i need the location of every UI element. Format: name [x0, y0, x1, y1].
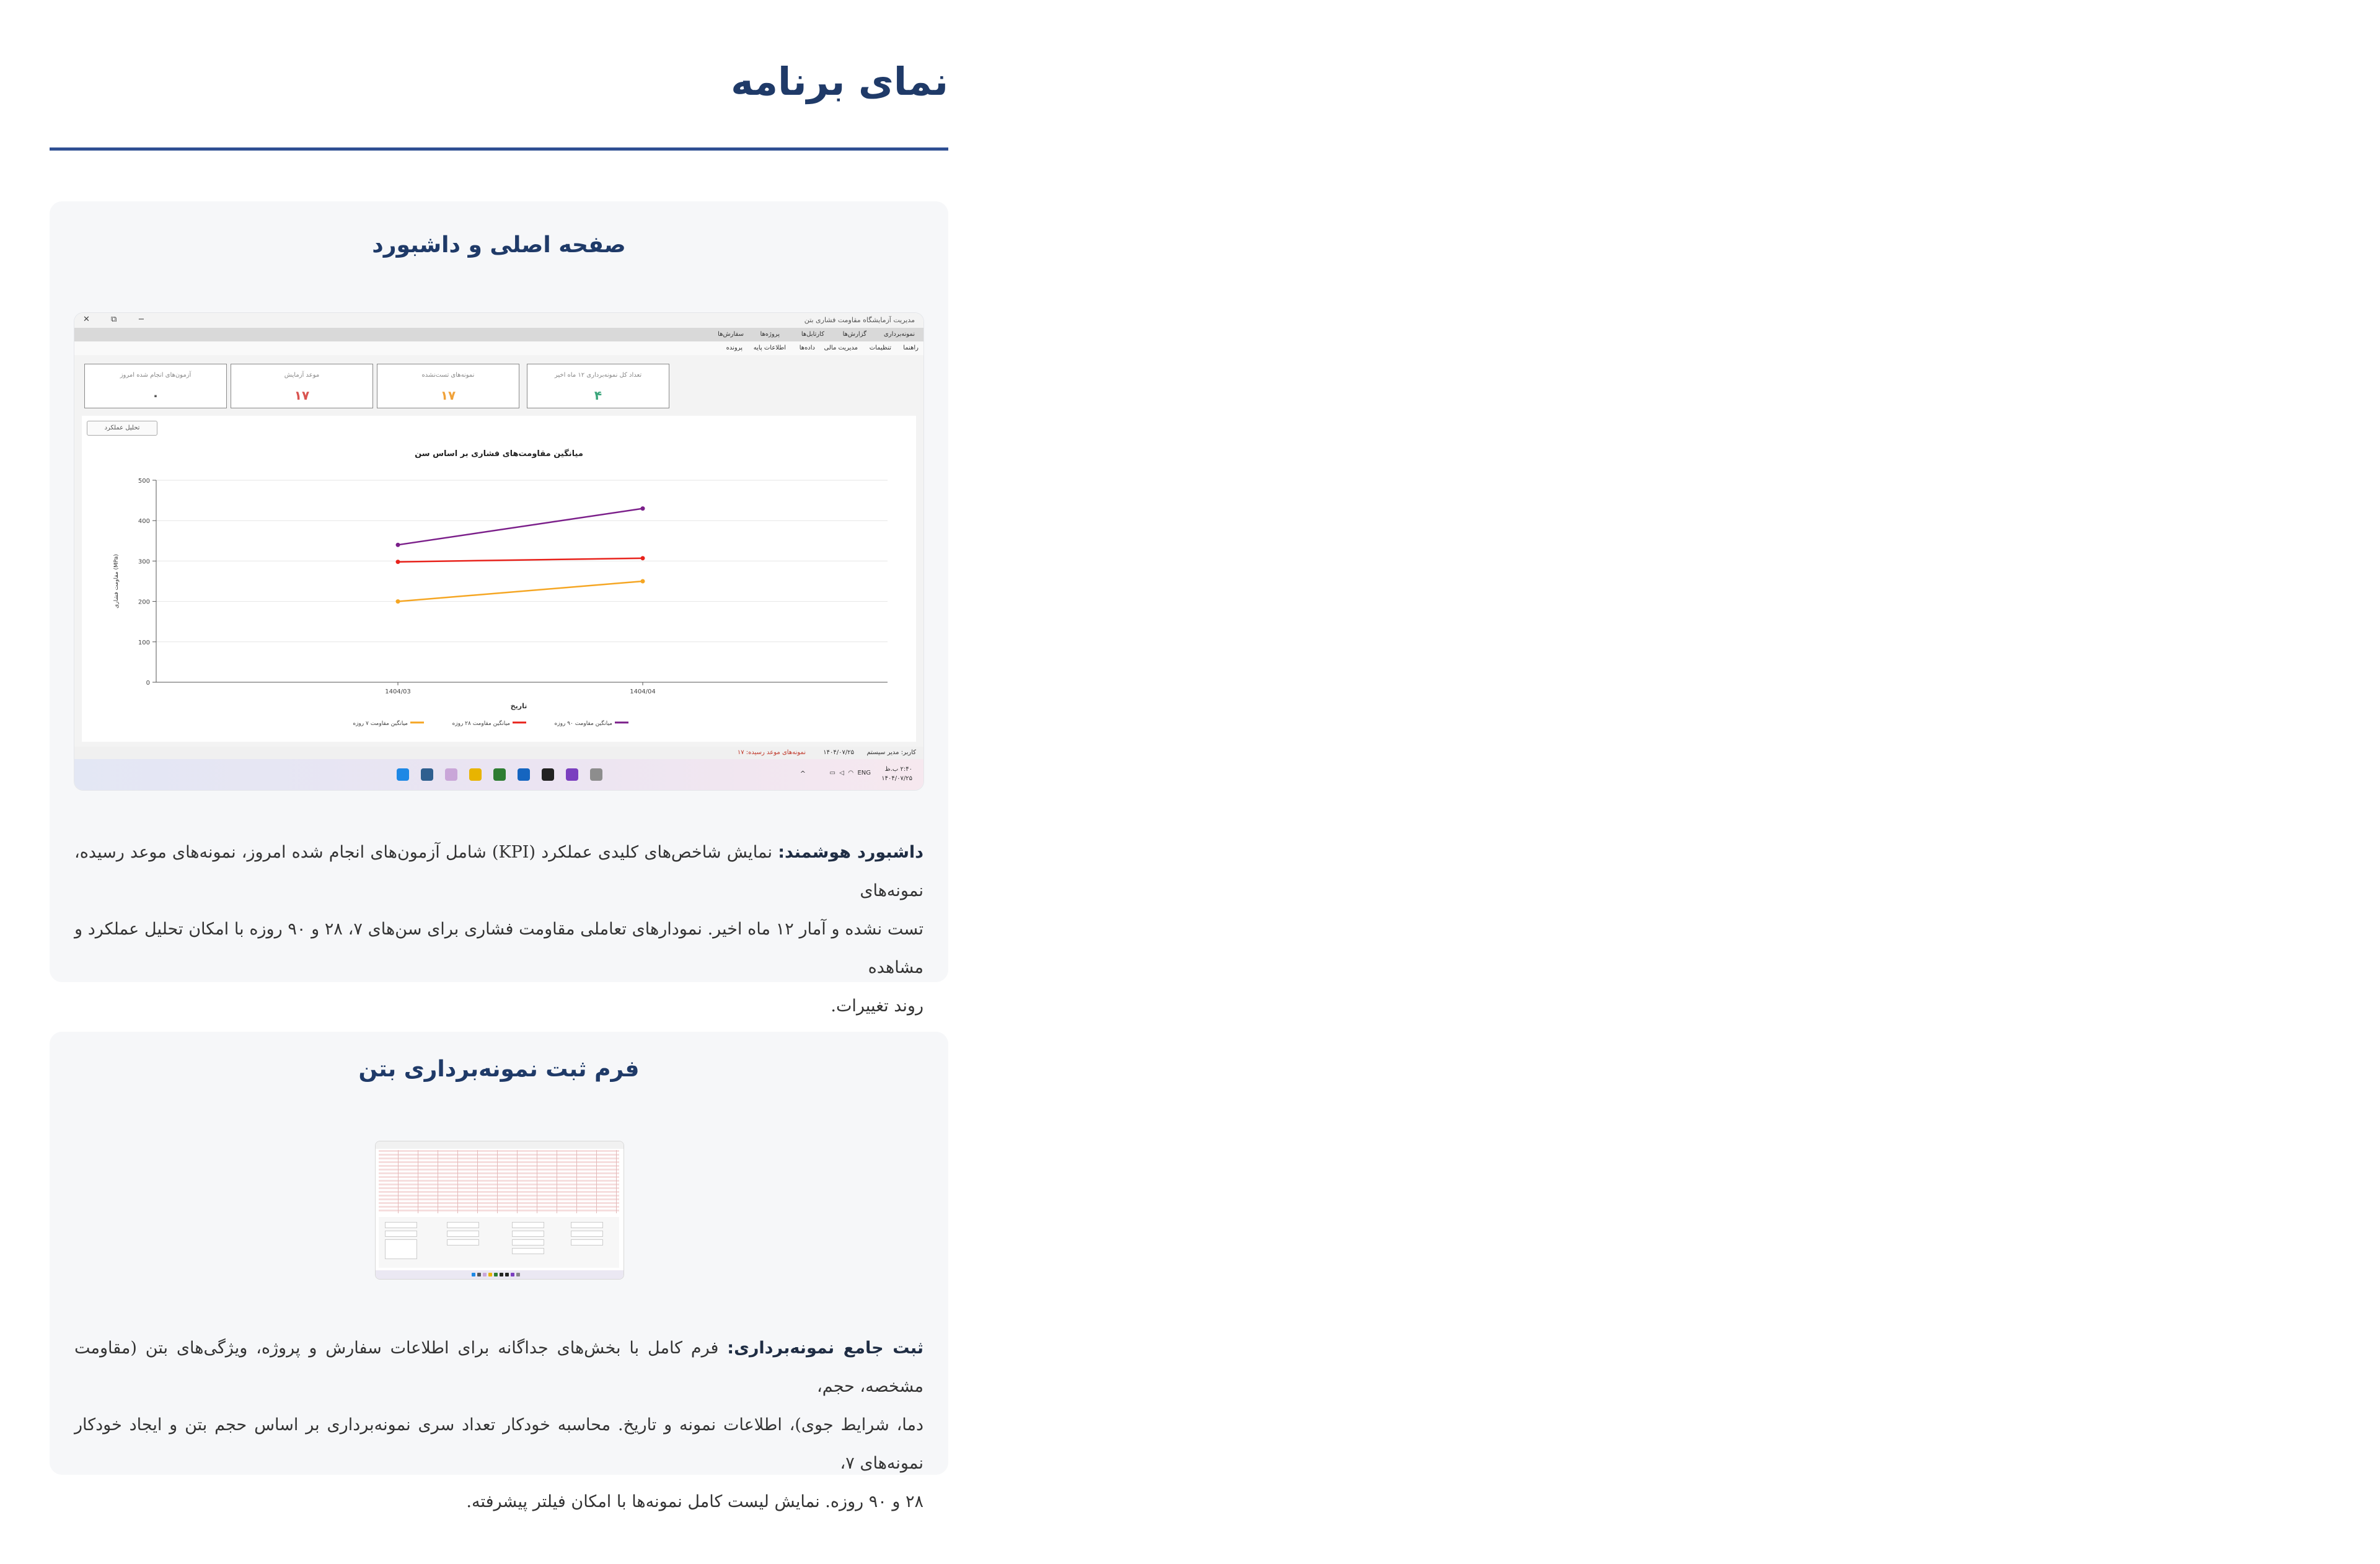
- analyze-performance-button[interactable]: تحلیل عملکرد: [87, 421, 157, 436]
- restore-icon[interactable]: ⧉: [111, 315, 117, 324]
- sampling-form-card: [50, 1032, 948, 1511]
- y-tick-label: 500: [138, 478, 150, 485]
- x-tick-label: 1404/03: [385, 688, 411, 695]
- file-explorer-icon[interactable]: [469, 768, 482, 781]
- widgets-icon[interactable]: [445, 768, 457, 781]
- toolbar-file[interactable]: پرونده: [726, 345, 743, 351]
- kpi-card-untested[interactable]: [377, 364, 519, 408]
- windows-start-icon[interactable]: [397, 768, 409, 781]
- kpi-value: ۴: [594, 388, 602, 403]
- kpi-label: نمونه‌های تست‌نشده: [421, 372, 475, 379]
- battery-icon: ▭: [829, 770, 835, 776]
- app-toolbar: [74, 341, 923, 355]
- menu-sampling[interactable]: نمونه‌برداری: [883, 331, 915, 338]
- dashboard-description: [74, 833, 923, 1026]
- volume-icon: ◁: [839, 770, 844, 776]
- clock-time: ۲:۴۰ ب.ظ: [884, 766, 912, 773]
- data-point: [641, 506, 645, 511]
- kpi-label: موعد آزمایش: [284, 372, 320, 379]
- x-axis-label: تاریخ: [510, 702, 527, 710]
- toolbar-data[interactable]: داده‌ها: [799, 345, 815, 351]
- dashboard-body: [74, 355, 923, 747]
- app-icon-3[interactable]: [542, 768, 554, 781]
- chart-panel: [82, 416, 916, 742]
- dashboard-card: [50, 201, 948, 1016]
- sampling-form-screenshot: [375, 1141, 624, 1280]
- kpi-value: ۰: [151, 388, 160, 403]
- kpi-label: آزمون‌های انجام شده امروز: [120, 372, 192, 379]
- app-title-bar: [74, 313, 923, 328]
- y-tick-label: 200: [138, 599, 150, 606]
- app-title: مدیریت آزمایشگاه مقاومت فشاری بتن: [804, 316, 915, 324]
- desc-text: تست نشده و آمار ۱۲ ماه اخیر. نمودارهای تعاملی مقاومت فشاری برای سن‌های ۷، ۲۸ و ۹۰ روزه با امکان تحلیل عملکرد و مشاهده: [74, 920, 923, 977]
- menu-cartables[interactable]: کارتابل‌ها: [801, 331, 824, 338]
- menu-orders[interactable]: سفارش‌ها: [718, 331, 744, 338]
- thumb-title-bar: [376, 1141, 624, 1149]
- x-tick-label: 1404/04: [630, 688, 656, 695]
- status-date: ۱۴۰۴/۰۷/۲۵: [823, 749, 854, 756]
- desc-text: روند تغییرات.: [831, 996, 923, 1016]
- page-title: نمای برنامه: [731, 59, 948, 104]
- toolbar-help[interactable]: راهنما: [903, 345, 919, 351]
- app-status-bar: [74, 747, 923, 759]
- toolbar-finance[interactable]: مدیریت مالی: [824, 345, 858, 351]
- desc-text: نمایش شاخص‌های کلیدی عملکرد (KPI) شامل آزمون‌های انجام شده امروز، نمونه‌های موعد رسیده، نمونه‌های: [74, 843, 923, 900]
- desc-bold: داشبورد هوشمند:: [778, 843, 923, 862]
- y-tick-label: 100: [138, 639, 150, 646]
- data-point: [641, 556, 645, 560]
- kpi-value: ۱۷: [440, 388, 456, 403]
- kpi-card-due[interactable]: [231, 364, 373, 408]
- samples-table-thumbnail: [379, 1150, 619, 1213]
- series-line: [398, 509, 643, 545]
- toolbar-settings[interactable]: تنظیمات: [869, 345, 891, 351]
- app-menu-bar: [74, 328, 923, 341]
- y-tick-label: 0: [146, 680, 150, 687]
- visual-studio-icon[interactable]: [566, 768, 578, 781]
- y-tick-label: 400: [138, 518, 150, 525]
- clock-date: ۱۴۰۴/۰۷/۲۵: [881, 775, 912, 782]
- data-point: [396, 599, 400, 604]
- legend-entry: میانگین مقاومت ۷ روزه: [353, 721, 408, 727]
- close-icon[interactable]: ✕: [83, 315, 90, 324]
- data-point: [641, 579, 645, 584]
- status-alert: نمونه‌های موعد رسیده: ۱۷: [737, 749, 806, 756]
- app-icon-2[interactable]: [518, 768, 530, 781]
- desc-bold: ثبت جامع نمونه‌برداری:: [727, 1338, 923, 1358]
- toolbar-base-info[interactable]: اطلاعات پایه: [753, 345, 786, 351]
- data-point: [396, 543, 400, 547]
- series-line: [398, 581, 643, 602]
- desc-text: دما، شرایط جوی)، اطلاعات نمونه و تاریخ. محاسبه خودکار تعداد سری نمونه‌برداری بر اساس حجم بتن و ایجاد خودکار نمونه‌های ۷،: [74, 1415, 923, 1473]
- windows-taskbar: [74, 759, 923, 790]
- y-axis-label: مقاومت فشاری (MPa): [113, 554, 120, 608]
- sampling-card-title: فرم ثبت نمونه‌برداری بتن: [358, 1057, 640, 1082]
- kpi-card-total[interactable]: [527, 364, 669, 408]
- kpi-card-today[interactable]: [84, 364, 227, 408]
- dashboard-card-title: صفحه اصلی و داشبورد: [372, 232, 626, 258]
- app-window-icon[interactable]: [590, 768, 602, 781]
- y-tick-label: 300: [138, 558, 150, 566]
- sampling-description: [74, 1329, 923, 1521]
- chevron-up-icon[interactable]: ^: [800, 770, 806, 778]
- dashboard-screenshot: [74, 313, 923, 790]
- title-divider: [50, 147, 948, 151]
- sampling-form-thumbnail: [379, 1217, 619, 1268]
- desc-text: ۲۸ و ۹۰ روزه. نمایش لیست کامل نمونه‌ها با امکان فیلتر پیشرفته.: [466, 1492, 923, 1511]
- chart-title: میانگین مقاومت‌های فشاری بر اساس سن: [415, 449, 583, 459]
- tray-lang[interactable]: ENG: [857, 770, 871, 776]
- kpi-label: تعداد کل نمونه‌برداری ۱۲ ماه اخیر: [554, 372, 642, 379]
- menu-reports[interactable]: گزارش‌ها: [842, 331, 866, 338]
- clock[interactable]: [881, 765, 912, 783]
- wifi-icon: ◠: [848, 770, 854, 776]
- kpi-value: ۱۷: [294, 388, 310, 403]
- legend-entry: میانگین مقاومت ۲۸ روزه: [452, 721, 510, 727]
- strength-chart: [82, 416, 916, 742]
- data-point: [396, 560, 400, 564]
- search-icon[interactable]: [421, 768, 433, 781]
- system-tray-icons[interactable]: [829, 770, 871, 776]
- app-icon-1[interactable]: [493, 768, 506, 781]
- desc-text: فرم کامل با بخش‌های جداگانه برای اطلاعات سفارش و پروژه، ویژگی‌های بتن (مقاومت مشخصه، حجم،: [74, 1338, 923, 1396]
- minimize-icon[interactable]: −: [138, 315, 145, 324]
- menu-projects[interactable]: پروژه‌ها: [760, 331, 780, 338]
- status-user: کاربر: مدیر سیستم: [866, 749, 916, 756]
- legend-entry: میانگین مقاومت ۹۰ روزه: [554, 721, 612, 727]
- thumb-taskbar: [376, 1270, 624, 1279]
